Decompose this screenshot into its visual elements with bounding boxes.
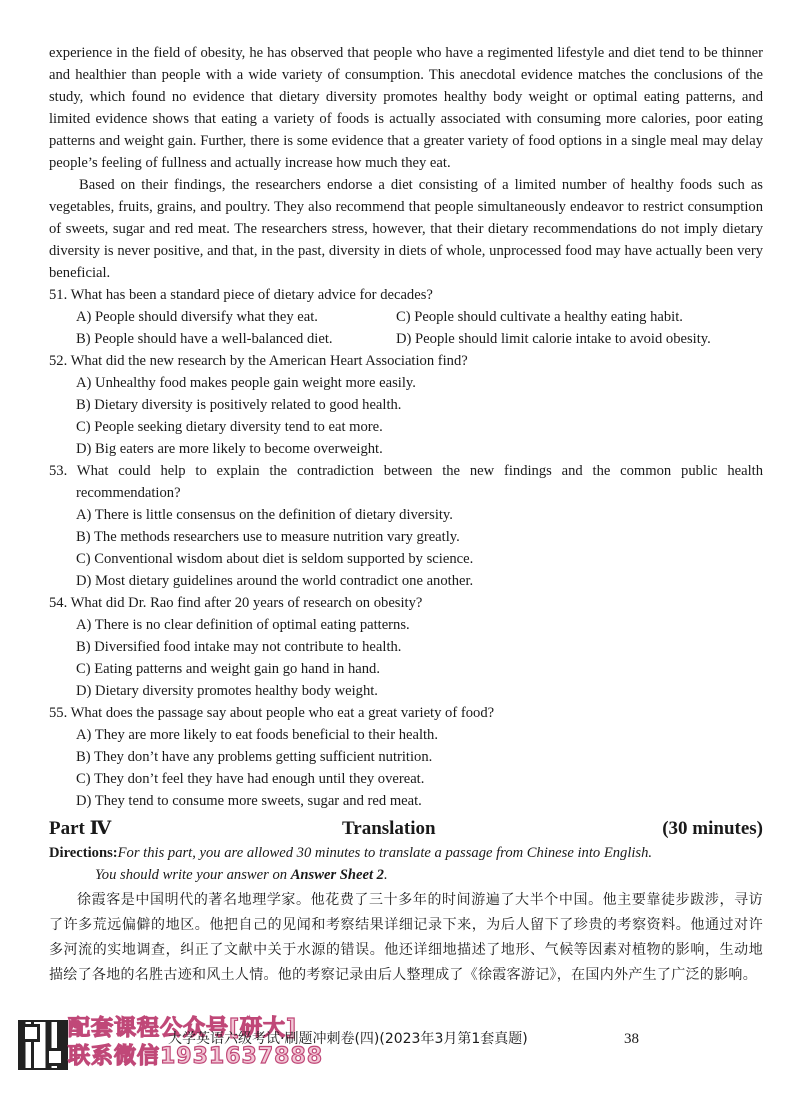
question-stem: 55. What does the passage say about people who eat a great variety of food? xyxy=(49,705,495,721)
option-a: A) Unhealthy food makes people gain weight more easily. xyxy=(76,375,416,391)
page-footer xyxy=(0,1018,800,1090)
watermark-line-1: 配套课程公众号[研大] xyxy=(68,1016,298,1041)
page-number: 38 xyxy=(624,1031,639,1047)
option-c: C) Eating patterns and weight gain go hand in hand. xyxy=(76,661,380,677)
option-row xyxy=(49,328,763,350)
option-a: A) They are more likely to eat foods beneficial to their health. xyxy=(76,727,439,743)
option-d: D) Big eaters are more likely to become overweight. xyxy=(76,441,383,457)
exam-title: 大学英语六级考试·刷题冲刺卷(四)(2023年3月第1套真题) xyxy=(168,1031,528,1047)
directions xyxy=(49,842,763,886)
question-stem: 51. What has been a standard piece of dietary advice for decades? xyxy=(49,287,433,303)
option-a: A) There is little consensus on the definition of dietary diversity. xyxy=(76,507,453,523)
directions-text-2: You should write your answer on xyxy=(95,867,291,883)
question-55 xyxy=(49,702,763,812)
passage-paragraph-2: Based on their findings, the researchers endorse a diet consisting of a limited number of healthy foods such as vegetables, fruits, grains, and poultry. They also recommend that people simultaneously endeavor to restrict consumption of sweets, sugar and red meat. The researchers stress, however, that their dietary recommendations do not imply dietary diversity is never positive, and that, in the past, diversity in diets of whole, unprocessed food may have actually been very beneficial. xyxy=(49,177,763,281)
option-b: B) Diversified food intake may not contribute to health. xyxy=(76,639,402,655)
part-number: Part Ⅳ xyxy=(49,818,112,839)
option-c: C) People seeking dietary diversity tend to eat more. xyxy=(76,419,383,435)
option-d: D) Dietary diversity promotes healthy body weight. xyxy=(76,683,378,699)
question-stem: 52. What did the new research by the American Heart Association find? xyxy=(49,353,468,369)
answer-sheet-ref: Answer Sheet 2 xyxy=(290,867,384,883)
option-d: D) They tend to consume more sweets, sugar and red meat. xyxy=(76,793,422,809)
option-b: B) Dietary diversity is positively related to good health. xyxy=(76,397,402,413)
question-51 xyxy=(49,284,763,350)
option-b: B) People should have a well-balanced diet. xyxy=(76,331,333,347)
exam-page xyxy=(49,42,763,988)
qr-code-icon xyxy=(18,1020,68,1070)
option-c: C) People should cultivate a healthy eating habit. xyxy=(396,309,683,325)
question-53 xyxy=(49,460,763,592)
directions-text: For this part, you are allowed 30 minutes to translate a passage from Chinese into English. xyxy=(117,845,653,861)
question-54 xyxy=(49,592,763,702)
part-time: (30 minutes) xyxy=(662,818,763,839)
part-header xyxy=(49,816,763,842)
option-c: C) Conventional wisdom about diet is seldom supported by science. xyxy=(76,551,474,567)
option-a: A) There is no clear definition of optimal eating patterns. xyxy=(76,617,410,633)
option-c: C) They don’t feel they have had enough until they overeat. xyxy=(76,771,425,787)
chinese-passage: 徐霞客是中国明代的著名地理学家。他花费了三十多年的时间游遍了大半个中国。他主要靠徒步跋涉，寻访了许多荒远偏僻的地区。他把自己的见闻和考察结果详细记录下来，为后人留下了珍贵的考察资料。他通过对许多河流的实地调查，纠正了文献中关于水源的错误。他还详细地描述了地形、气候等因素对植物的影响，生动地描绘了各地的名胜古迹和风土人情。他的考察记录由后人整理成了《徐霞客游记》，在国内外产生了广泛的影响。 xyxy=(49,892,763,983)
directions-label: Directions: xyxy=(49,845,118,861)
option-d: D) People should limit calorie intake to avoid obesity. xyxy=(396,331,711,347)
part-title: Translation xyxy=(342,818,436,839)
option-b: B) The methods researchers use to measure nutrition vary greatly. xyxy=(76,529,460,545)
directions-text-3: . xyxy=(383,867,388,883)
passage-paragraph-1: experience in the field of obesity, he has observed that people who have a regimented lifestyle and diet tend to be thinner and healthier than people with a wide variety of consumption. This anecdotal evidence matches the conclusions of the study, which found no evidence that dietary diversity promotes healthy body weight or optimal eating patterns, and limited evidence shows that eating a variety of foods is actually associated with consuming more calories, poor eating patterns and weight gain. Further, there is some evidence that a greater variety of food options in a single meal may delay people’s feeling of fullness and actually increase how much they eat. xyxy=(49,45,763,171)
question-stem: 54. What did Dr. Rao find after 20 years of research on obesity? xyxy=(49,595,423,611)
option-b: B) They don’t have any problems getting sufficient nutrition. xyxy=(76,749,433,765)
option-d: D) Most dietary guidelines around the world contradict one another. xyxy=(76,573,474,589)
watermark-line-2: 联系微信1931637888 xyxy=(68,1044,324,1069)
option-a: A) People should diversify what they eat. xyxy=(76,309,318,325)
question-52 xyxy=(49,350,763,460)
question-stem: 53. What could help to explain the contradiction between the new findings and the common public health recommendation? xyxy=(49,463,763,501)
option-row xyxy=(49,306,763,328)
